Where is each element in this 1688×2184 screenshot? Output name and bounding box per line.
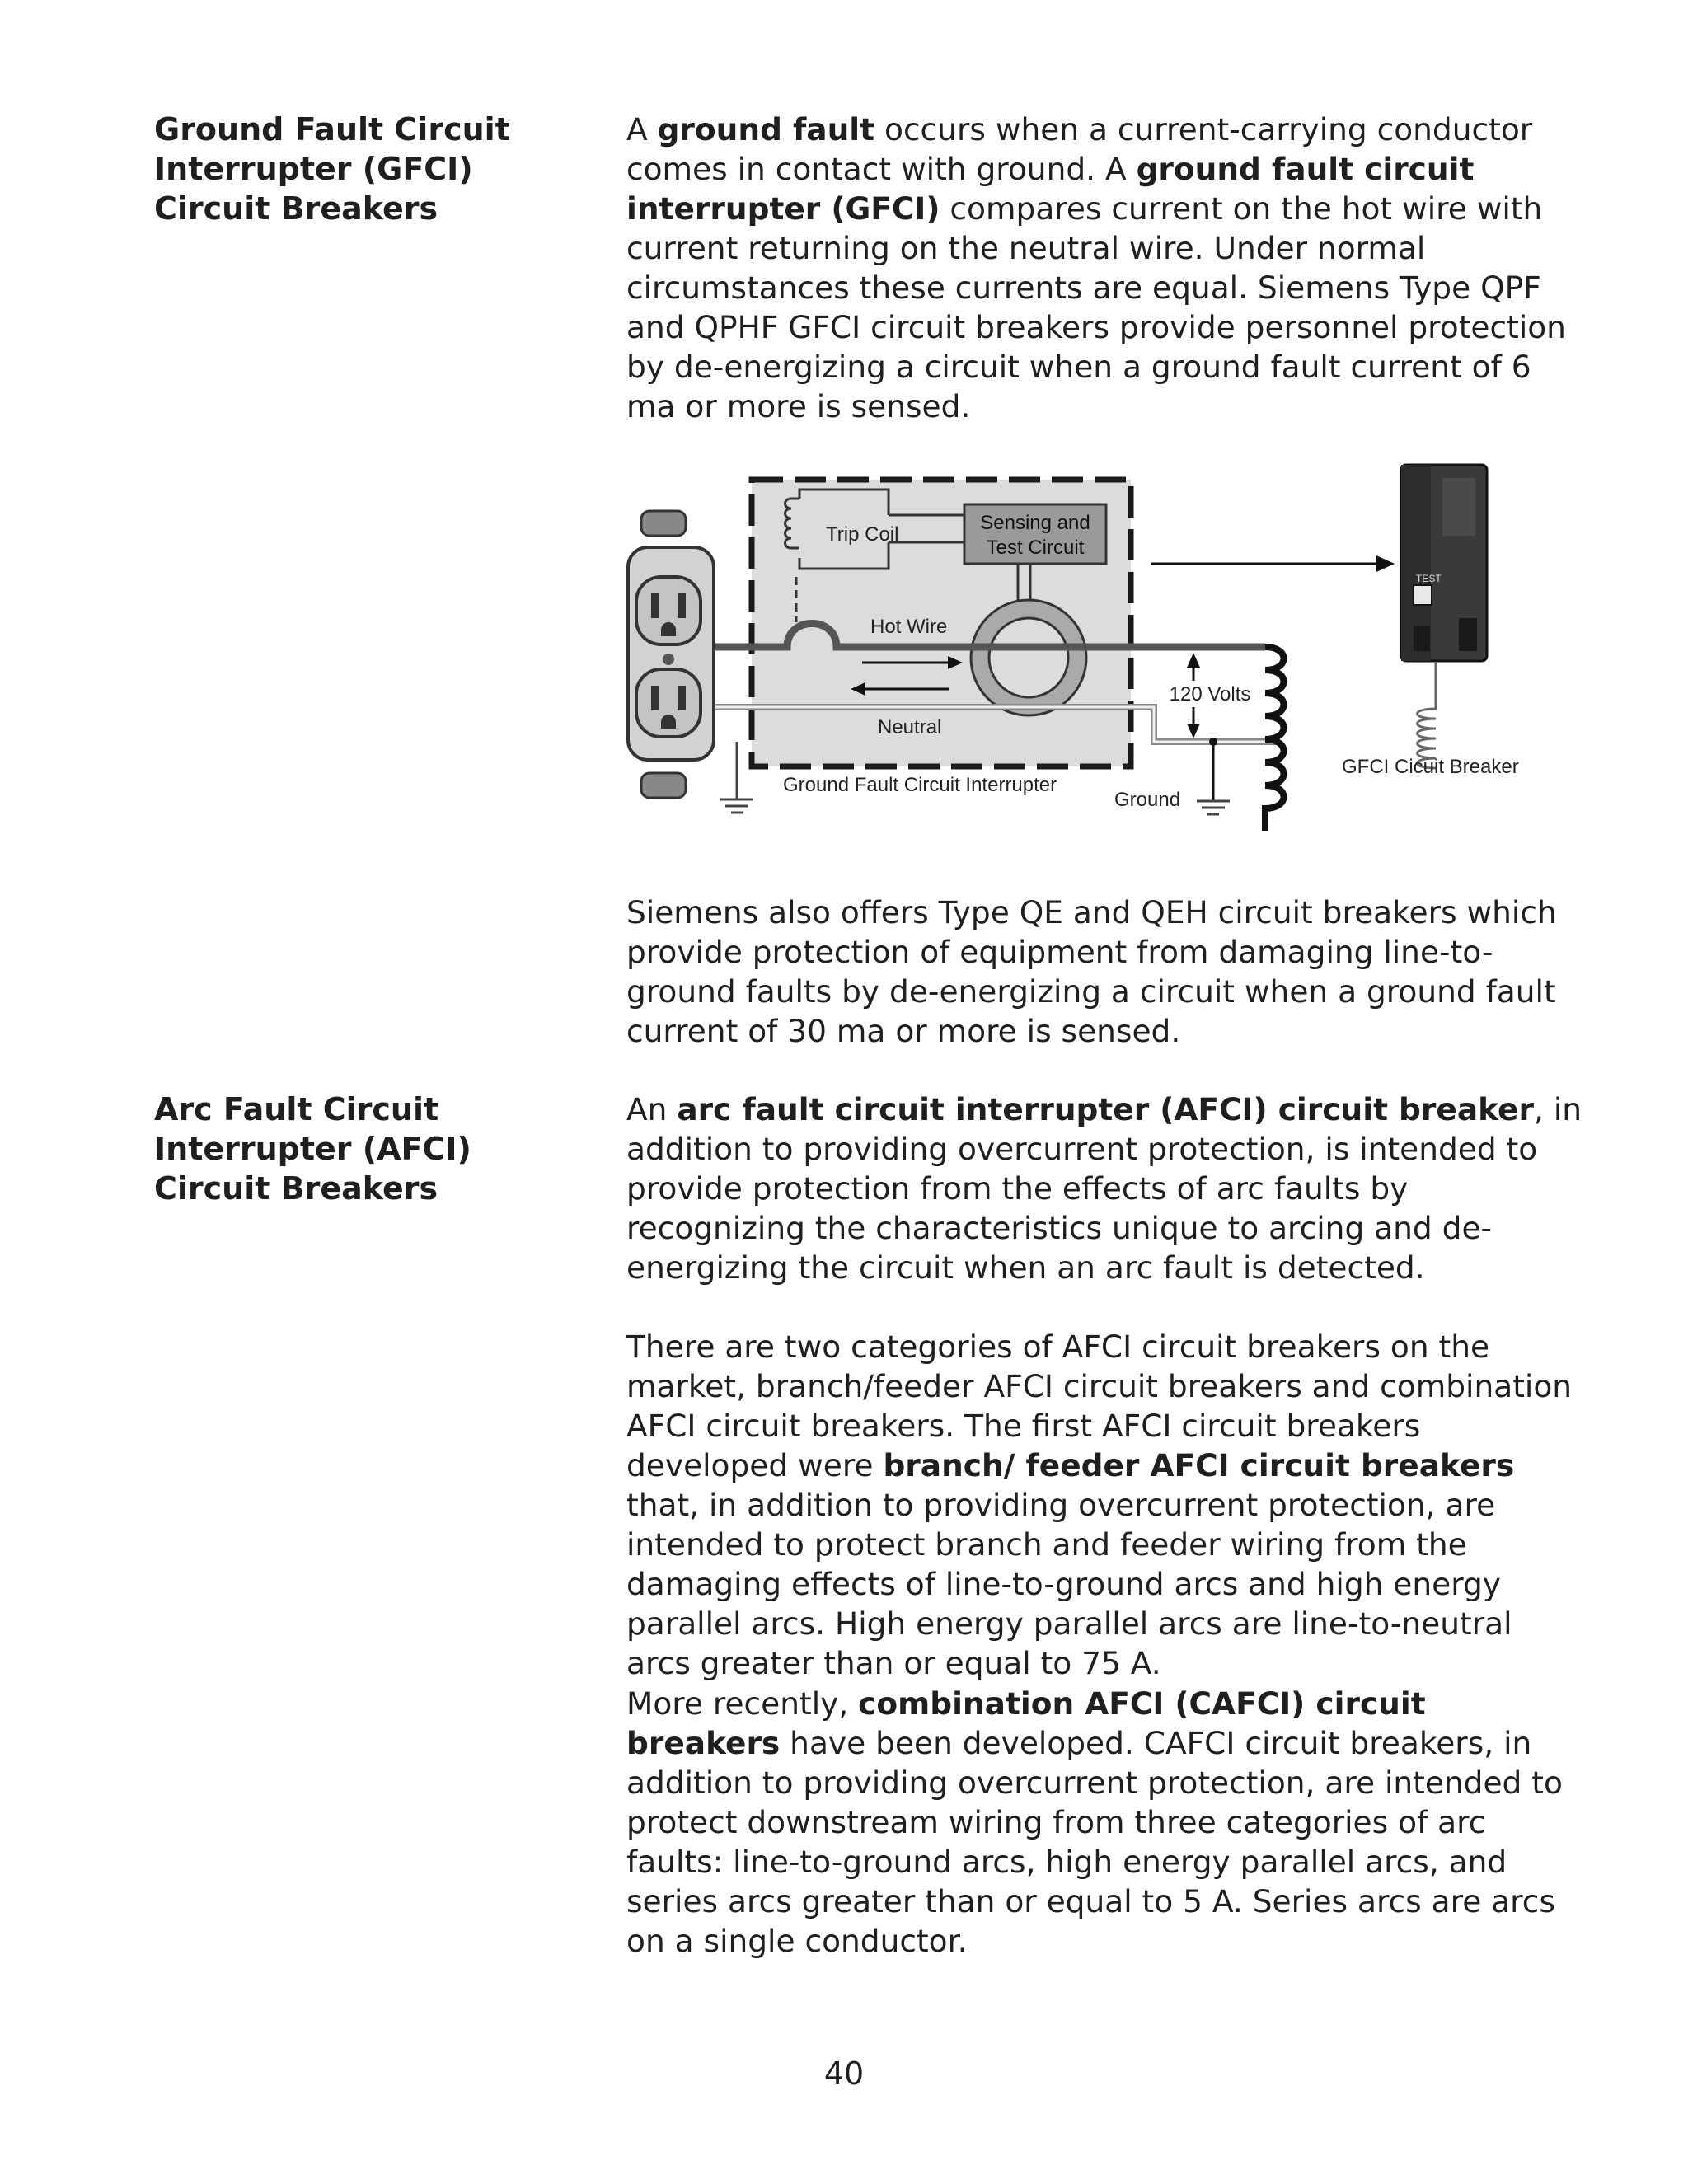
rich-text xyxy=(626,1684,1582,1961)
text-run: occurs when a current-carrying conductor comes in contact with ground. A xyxy=(626,111,1533,187)
text-run: An xyxy=(626,1091,678,1127)
volt-arrow-up xyxy=(1187,653,1200,668)
bold-term: branch/ feeder AFCI circuit breakers xyxy=(883,1447,1515,1483)
receptacle-icon xyxy=(628,511,714,798)
afci-heading: Arc Fault Circuit Interrupter (AFCI) Circuit Breakers xyxy=(154,1091,471,1207)
gfci-label: Ground Fault Circuit Interrupter xyxy=(783,774,1057,796)
bold-term: combination AFCI (CAFCI) circuit breakers xyxy=(626,1685,1426,1761)
ground-icon xyxy=(1197,801,1230,814)
bold-term: ground fault circuit interrupter (GFCI) xyxy=(626,151,1475,227)
text-run: have been developed. CAFCI circuit breakers, in addition to providing overcurrent protection, are intended to protect downstream wiring from three categories of arc faults: line-to-ground arcs, high energy parallel arcs, and series arcs greater than or equal to 5 A. Series arcs are arcs on a single conductor. xyxy=(626,1725,1563,1959)
text-run: , in addition to providing overcurrent protection, is intended to provide protection from the effects of arc faults by recognizing the characteristics unique to arcing and de-energizing the circuit when an arc fault is detected. xyxy=(626,1091,1582,1286)
bold-term: arc fault circuit interrupter (AFCI) circuit breaker xyxy=(677,1091,1534,1127)
rich-text xyxy=(626,1327,1582,1683)
gfci-diagram xyxy=(626,462,1566,841)
current-transformer-inner xyxy=(989,618,1068,697)
text-run: A xyxy=(626,111,658,148)
ground-node xyxy=(1209,738,1217,746)
gfci-paragraph-2: Siemens also offers Type QE and QEH circuit breakers which provide protection of equipment from damaging line-to-ground faults by de-energizing a circuit when a ground fault current of 30 ma or more is sensed. xyxy=(626,894,1557,1049)
text-run: that, in addition to providing overcurrent protection, are intended to protect branch and feeder wiring from the damaging effects of line-to-ground arcs and high energy parallel arcs. High energy parallel arcs are line-to-neutral arcs greater than or equal to 75 A. xyxy=(626,1487,1512,1681)
bold-term: ground fault xyxy=(657,111,875,148)
afci-paragraph-2 xyxy=(626,1327,1582,1683)
gfci-ground-icon xyxy=(720,799,753,813)
hot-wire-label: Hot Wire xyxy=(870,616,948,638)
rich-text xyxy=(626,110,1582,426)
page-number: 40 xyxy=(823,2055,865,2092)
gfci-breaker-icon xyxy=(1401,465,1487,768)
test-label: TEST xyxy=(1416,573,1442,584)
breaker-arrowhead xyxy=(1376,555,1395,572)
gfci-paragraph-1 xyxy=(626,110,1582,426)
afci-paragraph-1 xyxy=(626,1090,1582,1287)
ground-label: Ground xyxy=(1114,789,1181,811)
load-coil-icon xyxy=(1265,647,1284,831)
volt-arrow-down xyxy=(1187,724,1200,738)
afci-paragraph-3 xyxy=(626,1684,1582,1961)
volts-label: 120 Volts xyxy=(1169,683,1251,705)
text-run: compares current on the hot wire with current returning on the neutral wire. Under normal circumstances these currents are equal. Siemens Type QPF and QPHF GFCI circuit breakers provide personnel protection by de-energizing a circuit when a ground fault current of 6 ma or more is sensed. xyxy=(626,190,1566,424)
trip-coil-label: Trip Coil xyxy=(826,523,899,546)
text-run: There are two categories of AFCI circuit breakers on the market, branch/feeder AFCI circuit breakers and combination AFCI circuit breakers. The first AFCI circuit breakers developed were xyxy=(626,1329,1573,1483)
sensing-label-2: Test Circuit xyxy=(986,537,1085,559)
neutral-label: Neutral xyxy=(878,716,942,738)
text-run: More recently, xyxy=(626,1685,859,1722)
rich-text xyxy=(626,1090,1582,1287)
sensing-label-1: Sensing and xyxy=(980,512,1090,534)
gfci-heading: Ground Fault Circuit Interrupter (GFCI) Circuit Breakers xyxy=(154,111,510,227)
breaker-label: GFCI Cicuit Breaker xyxy=(1342,756,1519,778)
